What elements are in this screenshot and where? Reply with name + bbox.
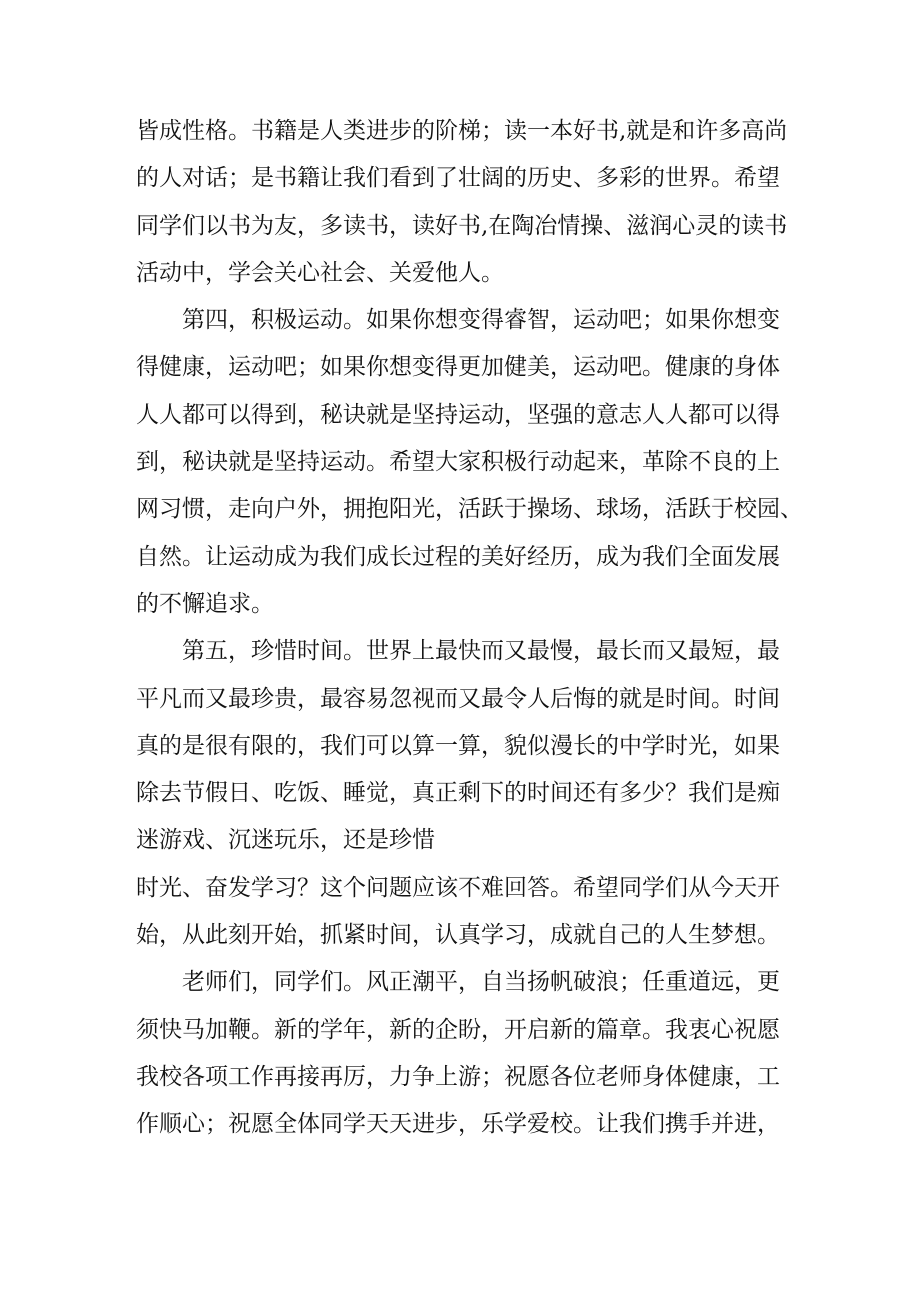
text-line: 第五，珍惜时间。世界上最快而又最慢，最长而又最短，最 [182, 638, 780, 665]
text-line: 老师们，同学们。风正潮平，自当扬帆破浪；任重道远，更 [182, 969, 780, 996]
text-line: 始，从此刻开始，抓紧时间，认真学习，成就自己的人生梦想。 [136, 922, 780, 949]
text-line: 真的是很有限的，我们可以算一算，貌似漫长的中学时光，如果 [136, 732, 780, 759]
text-line: 除去节假日、吃饭、睡觉，真正剩下的时间还有多少？我们是痴 [136, 780, 780, 807]
text-line: 时光、奋发学习？这个问题应该不难回答。希望同学们从今天开 [136, 874, 780, 901]
text-line: 活动中，学会关心社会、关爱他人。 [136, 259, 504, 286]
text-line: 作顺心；祝愿全体同学天天进步，乐学爱校。让我们携手并进， [136, 1111, 780, 1138]
text-line: 的人对话；是书籍让我们看到了壮阔的历史、多彩的世界。希望 [136, 165, 780, 192]
document-body [136, 108, 803, 1149]
text-line: 自然。让运动成为我们成长过程的美好经历，成为我们全面发展 [136, 543, 780, 570]
text-line: 我校各项工作再接再厉，力争上游；祝愿各位老师身体健康，工 [136, 1063, 780, 1090]
text-line: 人人都可以得到，秘诀就是坚持运动，坚强的意志人人都可以得 [136, 401, 780, 428]
text-line: 同学们以书为友，多读书，读好书,在陶冶情操、滋润心灵的读书 [136, 212, 788, 239]
text-line: 迷游戏、沉迷玩乐，还是珍惜 [136, 827, 435, 854]
text-line: 得健康，运动吧；如果你想变得更加健美，运动吧。健康的身体 [136, 354, 780, 381]
text-line: 到，秘诀就是坚持运动。希望大家积极行动起来，革除不良的上 [136, 449, 780, 476]
text-line: 须快马加鞭。新的学年，新的企盼，开启新的篇章。我衷心祝愿 [136, 1016, 780, 1043]
text-line: 皆成性格。书籍是人类进步的阶梯；读一本好书,就是和许多高尚 [136, 118, 788, 144]
text-line: 平凡而又最珍贵，最容易忽视而又最令人后悔的就是时间。时间 [136, 685, 780, 712]
text-line: 的不懈追求。 [136, 590, 274, 617]
text-line: 网习惯，走向户外，拥抱阳光，活跃于操场、球场，活跃于校园、 [136, 496, 803, 523]
text-line: 第四，积极运动。如果你想变得睿智，运动吧；如果你想变 [182, 307, 780, 334]
